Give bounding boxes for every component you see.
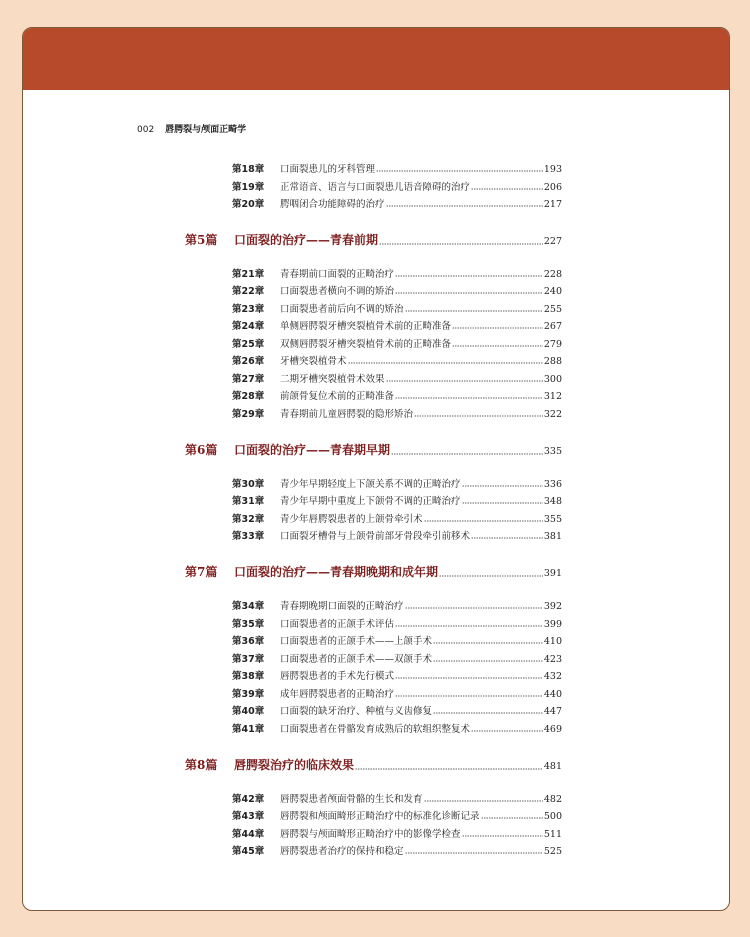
page-ref: 348 (543, 496, 562, 507)
toc-chapter-entry[interactable] (232, 511, 562, 525)
toc-chapter-entry[interactable] (232, 301, 562, 315)
chapter-number: 第27章 (232, 374, 265, 385)
page-ref: 288 (543, 356, 562, 367)
chapter-title: 前颌骨复位术前的正畸准备 (280, 391, 395, 402)
dot-leader (391, 447, 543, 455)
toc-chapter-entry[interactable] (232, 371, 562, 385)
chapter-number: 第30章 (232, 479, 265, 490)
chapter-number: 第45章 (232, 846, 265, 857)
dot-leader (462, 496, 543, 504)
page-ref: 447 (543, 706, 562, 717)
chapter-title: 青春期晚期口面裂的正畸治疗 (280, 601, 404, 612)
chapter-title: 唇腭裂与颅面畸形正畸治疗中的影像学检查 (280, 829, 461, 840)
chapter-number: 第20章 (232, 199, 265, 210)
chapter-title: 青春期前口面裂的正畸治疗 (280, 269, 395, 280)
page-ref: 481 (543, 761, 562, 772)
chapter-title: 口面裂患者的正颌手术——双颌手术 (280, 654, 433, 665)
chapter-title: 口面裂患儿的牙科管理 (280, 164, 376, 175)
part-title: 口面裂的治疗——青春期晚期和成年期 (234, 565, 439, 579)
dot-leader (481, 811, 543, 819)
toc-chapter-entry[interactable] (232, 843, 562, 857)
page-ref: 279 (543, 339, 562, 350)
page-ref: 423 (543, 654, 562, 665)
chapter-title: 唇腭裂患者的手术先行模式 (280, 671, 395, 682)
part-title: 口面裂的治疗——青春前期 (234, 233, 379, 247)
part-title: 口面裂的治疗——青春期早期 (234, 443, 391, 457)
page-ref: 335 (543, 446, 562, 457)
page-ref: 432 (543, 671, 562, 682)
page-ref: 240 (543, 286, 562, 297)
book-page (22, 27, 730, 911)
dot-leader (395, 269, 543, 277)
chapter-title: 牙槽突裂植骨术 (280, 356, 347, 367)
chapter-number: 第21章 (232, 269, 265, 280)
toc-chapter-entry[interactable] (232, 686, 562, 700)
dot-leader (471, 531, 543, 539)
page-ref: 228 (543, 269, 562, 280)
page-ref: 355 (543, 514, 562, 525)
dot-leader (395, 391, 543, 399)
dot-leader (433, 654, 543, 662)
page-ref: 267 (543, 321, 562, 332)
chapter-title: 口面裂患者在骨骼发育成熟后的软组织整复术 (280, 724, 471, 735)
chapter-title: 唇腭裂患者治疗的保持和稳定 (280, 846, 404, 857)
chapter-number: 第33章 (232, 531, 265, 542)
dot-leader (395, 689, 543, 697)
chapter-title: 青少年唇腭裂患者的上颌骨牵引术 (280, 514, 423, 525)
dot-leader (471, 724, 543, 732)
chapter-number: 第35章 (232, 619, 265, 630)
part-title: 唇腭裂治疗的临床效果 (234, 758, 355, 772)
dot-leader (379, 237, 543, 245)
dot-leader (424, 514, 543, 522)
page-ref: 410 (543, 636, 562, 647)
page-ref: 469 (543, 724, 562, 735)
toc-part-entry[interactable] (185, 441, 562, 458)
chapter-number: 第44章 (232, 829, 265, 840)
page-ref: 381 (543, 531, 562, 542)
page-ref: 511 (543, 829, 562, 840)
toc-chapter-entry[interactable] (232, 493, 562, 507)
chapter-title: 青春期前儿童唇腭裂的隐形矫治 (280, 409, 414, 420)
dot-leader (395, 286, 543, 294)
dot-leader (405, 601, 543, 609)
toc-chapter-entry[interactable] (232, 318, 562, 332)
toc-chapter-entry[interactable] (232, 266, 562, 280)
part-number: 第5篇 (185, 233, 218, 247)
chapter-title: 二期牙槽突裂植骨术效果 (280, 374, 385, 385)
toc-chapter-entry[interactable] (232, 388, 562, 402)
dot-leader (348, 356, 543, 364)
book-title: 唇腭裂与颅面正畸学 (165, 125, 247, 135)
dot-leader (386, 199, 543, 207)
toc-chapter-entry[interactable] (232, 476, 562, 490)
page-ref: 500 (543, 811, 562, 822)
toc-part-entry[interactable] (185, 563, 562, 580)
toc-chapter-entry[interactable] (232, 808, 562, 822)
chapter-title: 双侧唇腭裂牙槽突裂植骨术前的正畸准备 (280, 339, 452, 350)
chapter-number: 第43章 (232, 811, 265, 822)
toc-chapter-entry[interactable] (232, 196, 562, 210)
toc-part-entry[interactable] (185, 231, 562, 248)
toc-chapter-entry[interactable] (232, 791, 562, 805)
dot-leader (395, 619, 543, 627)
toc-chapter-entry[interactable] (232, 528, 562, 542)
toc-chapter-entry[interactable] (232, 826, 562, 840)
page-ref: 392 (543, 601, 562, 612)
dot-leader (386, 374, 543, 382)
chapter-number: 第36章 (232, 636, 265, 647)
part-number: 第7篇 (185, 565, 218, 579)
dot-leader (452, 339, 543, 347)
toc-chapter-entry[interactable] (232, 598, 562, 612)
toc-chapter-entry[interactable] (232, 651, 562, 665)
page-ref: 525 (543, 846, 562, 857)
chapter-title: 正常语音、语言与口面裂患儿语音障碍的治疗 (280, 182, 471, 193)
dot-leader (355, 762, 543, 770)
chapter-number: 第29章 (232, 409, 265, 420)
toc-chapter-entry[interactable] (232, 616, 562, 630)
dot-leader (462, 829, 543, 837)
toc-chapter-entry[interactable] (232, 336, 562, 350)
page-ref: 482 (543, 794, 562, 805)
page-ref: 322 (543, 409, 562, 420)
page-ref: 217 (543, 199, 562, 210)
page-ref: 391 (543, 568, 562, 579)
chapter-number: 第41章 (232, 724, 265, 735)
chapter-number: 第24章 (232, 321, 265, 332)
dot-leader (439, 569, 543, 577)
page-ref: 399 (543, 619, 562, 630)
table-of-contents (23, 28, 729, 910)
part-number: 第8篇 (185, 758, 218, 772)
chapter-title: 唇腭裂和颅面畸形正畸治疗中的标准化诊断记录 (280, 811, 480, 822)
toc-chapter-entry[interactable] (232, 283, 562, 297)
chapter-number: 第40章 (232, 706, 265, 717)
chapter-number: 第39章 (232, 689, 265, 700)
dot-leader (414, 409, 543, 417)
chapter-number: 第25章 (232, 339, 265, 350)
dot-leader (452, 321, 543, 329)
chapter-title: 成年唇腭裂患者的正畸治疗 (280, 689, 395, 700)
dot-leader (424, 794, 543, 802)
chapter-title: 口面裂牙槽骨与上颌骨前部牙骨段牵引前移术 (280, 531, 471, 542)
page-ref: 206 (543, 182, 562, 193)
page-ref: 300 (543, 374, 562, 385)
part-number: 第6篇 (185, 443, 218, 457)
toc-chapter-entry[interactable] (232, 703, 562, 717)
toc-chapter-entry[interactable] (232, 633, 562, 647)
page-ref: 193 (543, 164, 562, 175)
page-number: 002 (137, 125, 155, 135)
page-ref: 312 (543, 391, 562, 402)
page-ref: 336 (543, 479, 562, 490)
chapter-title: 口面裂患者的正颌手术——上颌手术 (280, 636, 433, 647)
chapter-title: 口面裂患者的正颌手术评估 (280, 619, 395, 630)
dot-leader (405, 304, 543, 312)
toc-chapter-entry[interactable] (232, 161, 562, 175)
chapter-title: 唇腭裂患者颅面骨骼的生长和发育 (280, 794, 423, 805)
dot-leader (405, 846, 543, 854)
dot-leader (462, 479, 543, 487)
chapter-number: 第28章 (232, 391, 265, 402)
dot-leader (433, 636, 543, 644)
toc-part-entry[interactable] (185, 756, 562, 773)
chapter-title: 腭咽闭合功能障碍的治疗 (280, 199, 385, 210)
chapter-number: 第23章 (232, 304, 265, 315)
dot-leader (376, 164, 543, 172)
toc-chapter-entry[interactable] (232, 353, 562, 367)
page-ref: 227 (543, 236, 562, 247)
chapter-title: 口面裂患者前后向不调的矫治 (280, 304, 404, 315)
chapter-number: 第26章 (232, 356, 265, 367)
chapter-number: 第18章 (232, 164, 265, 175)
chapter-number: 第22章 (232, 286, 265, 297)
chapter-title: 口面裂患者横向不调的矫治 (280, 286, 395, 297)
chapter-number: 第32章 (232, 514, 265, 525)
dot-leader (395, 671, 543, 679)
chapter-title: 青少年早期中重度上下颌骨不调的正畸治疗 (280, 496, 461, 507)
toc-chapter-entry[interactable] (232, 668, 562, 682)
chapter-number: 第42章 (232, 794, 265, 805)
dot-leader (433, 706, 543, 714)
toc-chapter-entry[interactable] (232, 721, 562, 735)
page-ref: 440 (543, 689, 562, 700)
chapter-number: 第37章 (232, 654, 265, 665)
chapter-number: 第34章 (232, 601, 265, 612)
page-ref: 255 (543, 304, 562, 315)
chapter-number: 第31章 (232, 496, 265, 507)
dot-leader (471, 182, 543, 190)
toc-chapter-entry[interactable] (232, 406, 562, 420)
chapter-number: 第19章 (232, 182, 265, 193)
chapter-title: 单侧唇腭裂牙槽突裂植骨术前的正畸准备 (280, 321, 452, 332)
chapter-number: 第38章 (232, 671, 265, 682)
chapter-title: 口面裂的缺牙治疗、种植与义齿修复 (280, 706, 433, 717)
toc-chapter-entry[interactable] (232, 179, 562, 193)
chapter-title: 青少年早期轻度上下颌关系不调的正畸治疗 (280, 479, 461, 490)
